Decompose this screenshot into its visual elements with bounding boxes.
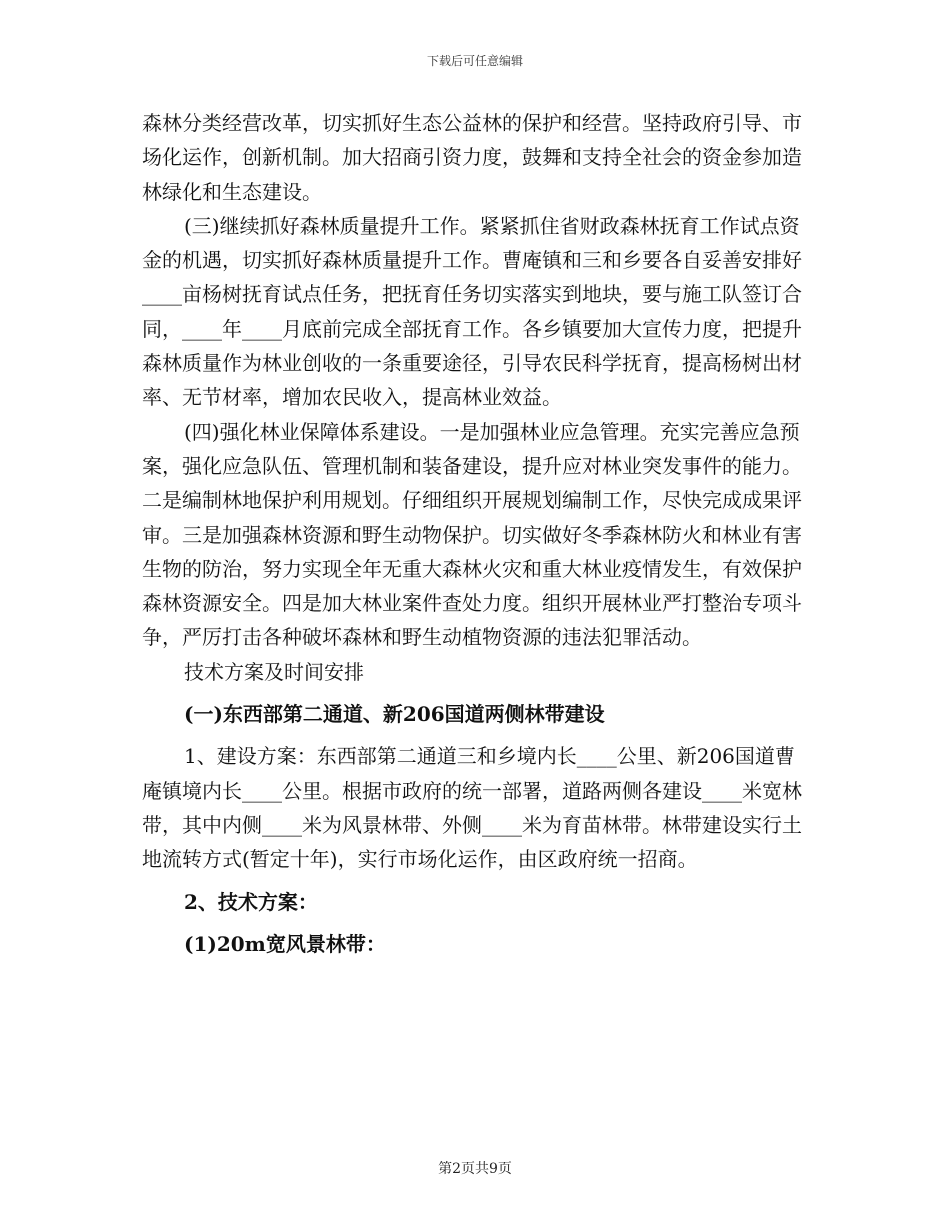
document-body bbox=[142, 106, 802, 961]
subheading-technical-plan: 2、技术方案： bbox=[184, 889, 318, 914]
subheading-forest-belt: (一)东西部第二通道、新206国道两侧林带建设 bbox=[184, 702, 605, 727]
paragraph-forest-quality: (三)继续抓好森林质量提升工作。紧紧抓住省财政森林抚育工作试点资金的机遇，切实抓好森林质量提升工作。曹庵镇和三和乡要各自妥善安排好____亩杨树抚育试点任务，把抚育任务切实落实到地块，要与施工队签订合同，____年____月底前完成全部抚育工作。各乡镇要加大宣传力度，把提升森林质量作为林业创收的一条重要途径，引导农民科学抚育，提高杨树出材率、无节材率，增加农民收入，提高林业效益。 bbox=[142, 213, 802, 410]
page-number: 第2页共9页 bbox=[438, 1161, 512, 1177]
page-header-note: 下载后可任意编辑 bbox=[426, 54, 523, 68]
subheading-scenic-belt: (1)20m宽风景林带： bbox=[184, 931, 386, 956]
paragraph-construction-plan: 1、建设方案：东西部第二通道三和乡境内长____公里、新206国道曹庵镇境内长____公里。根据市政府的统一部署，道路两侧各建设____米宽林带，其中内侧____米为风景林带、外侧____米为育苗林带。林带建设实行土地流转方式(暂定十年)，实行市场化运作，由区政府统一招商。 bbox=[142, 744, 802, 872]
paragraph-forest-protection: (四)强化林业保障体系建设。一是加强林业应急管理。充实完善应急预案，强化应急队伍、管理机制和装备建设，提升应对林业突发事件的能力。二是编制林地保护利用规划。仔细组织开展规划编制工作，尽快完成成果评审。三是加强森林资源和野生动物保护。切实做好冬季森林防火和林业有害生物的防治，努力实现全年无重大森林火灾和重大林业疫情发生，有效保护森林资源安全。四是加大林业案件查处力度。组织开展林业严打整治专项斗争，严厉打击各种破坏森林和野生动植物资源的违法犯罪活动。 bbox=[142, 419, 802, 650]
paragraph-forest-reform: 森林分类经营改革，切实抓好生态公益林的保护和经营。坚持政府引导、市场化运作，创新机制。加大招商引资力度，鼓舞和支持全社会的资金参加造林绿化和生态建设。 bbox=[142, 111, 802, 204]
section-title-technical-plan: 技术方案及时间安排 bbox=[184, 659, 364, 684]
